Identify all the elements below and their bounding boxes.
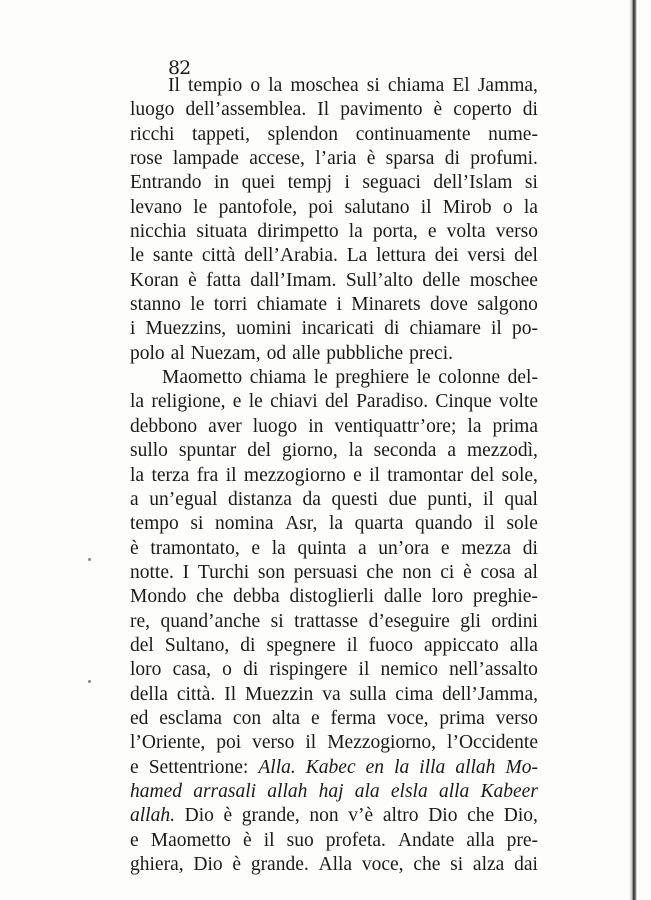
text-line: levano le pantofole, poi salutano il Mirob o la xyxy=(130,196,538,218)
text-line: della città. Il Muezzin va sulla cima dell’Jamma, xyxy=(130,683,538,705)
margin-speck xyxy=(88,558,91,561)
text-line: ghiera, Dio è grande. Alla voce, che si alza dai xyxy=(130,854,538,875)
text-line: è tramontato, e la quinta a un’ora e mezza di xyxy=(130,537,538,559)
text-line: tempo si nomina Asr, la quarta quando il sole xyxy=(130,513,538,535)
text-line: Maometto chiama le preghiere le colonne del- xyxy=(162,367,538,389)
text-line: debbono aver luogo in ventiquattr’ore; la prima xyxy=(130,415,538,437)
text-line: Mondo che debba distoglierli dalle loro preghie- xyxy=(130,586,538,608)
text-line: e Maometto è il suo profeta. Andate alla pre- xyxy=(130,829,538,851)
text-line: hamed arrasali allah haj ala elsla alla Kabeer xyxy=(130,780,538,802)
page-edge xyxy=(629,0,637,900)
text-line: re, quand’anche si trattasse d’eseguire gli ordini xyxy=(130,610,538,632)
text-line: ricchi tappeti, splendon continuamente nume- xyxy=(130,123,538,145)
text-line: la terza fra il mezzogiorno e il tramontar del sole, xyxy=(130,464,538,486)
text-line: i Muezzins, uomini incaricati di chiamare il po- xyxy=(130,318,538,340)
text-line: polo al Nuezam, od alle pubbliche preci. xyxy=(130,342,454,364)
text-line: luogo dell’assemblea. Il pavimento è coperto di xyxy=(130,99,538,121)
text-line: la religione, e le chiavi del Paradiso. Cinque volte xyxy=(130,391,538,413)
text-line: Koran è fatta dall’Imam. Sull’alto delle moschee xyxy=(130,269,538,291)
text-line: nicchia situata dirimpetto la porta, e volta verso xyxy=(130,221,538,243)
text-line: allah. Dio è grande, non v’è altro Dio che Dio, xyxy=(130,805,538,827)
text-line: loro casa, o di rispingere il nemico nell’assalto xyxy=(130,659,538,681)
body-text xyxy=(130,74,538,877)
text-line: sullo spuntar del giorno, la seconda a mezzodì, xyxy=(130,440,538,462)
margin-speck xyxy=(88,680,91,683)
text-line: Il tempio o la moschea si chiama El Jamma, xyxy=(168,75,538,96)
text-line: le sante città dell’Arabia. La lettura dei versi del xyxy=(130,245,538,267)
text-line: notte. I Turchi son persuasi che non ci è cosa al xyxy=(130,561,538,583)
text-line: a un’egual distanza da questi due punti, il qual xyxy=(130,488,538,510)
text-line: ed esclama con alta e ferma voce, prima verso xyxy=(130,707,538,729)
text-line: rose lampade accese, l’aria è sparsa di profumi. xyxy=(130,148,538,170)
text-line: l’Oriente, poi verso il Mezzogiorno, l’Occidente xyxy=(130,732,538,754)
page-number: 82 xyxy=(168,57,191,79)
text-line: Entrando in quei tempj i seguaci dell’Islam si xyxy=(130,172,538,194)
text-line: stanno le torri chiamate i Minarets dove salgono xyxy=(130,294,538,316)
text-line: e Settentrione: Alla. Kabec en la illa allah Mo- xyxy=(130,756,538,778)
text-line: del Sultano, di spegnere il fuoco appiccato alla xyxy=(130,634,538,656)
